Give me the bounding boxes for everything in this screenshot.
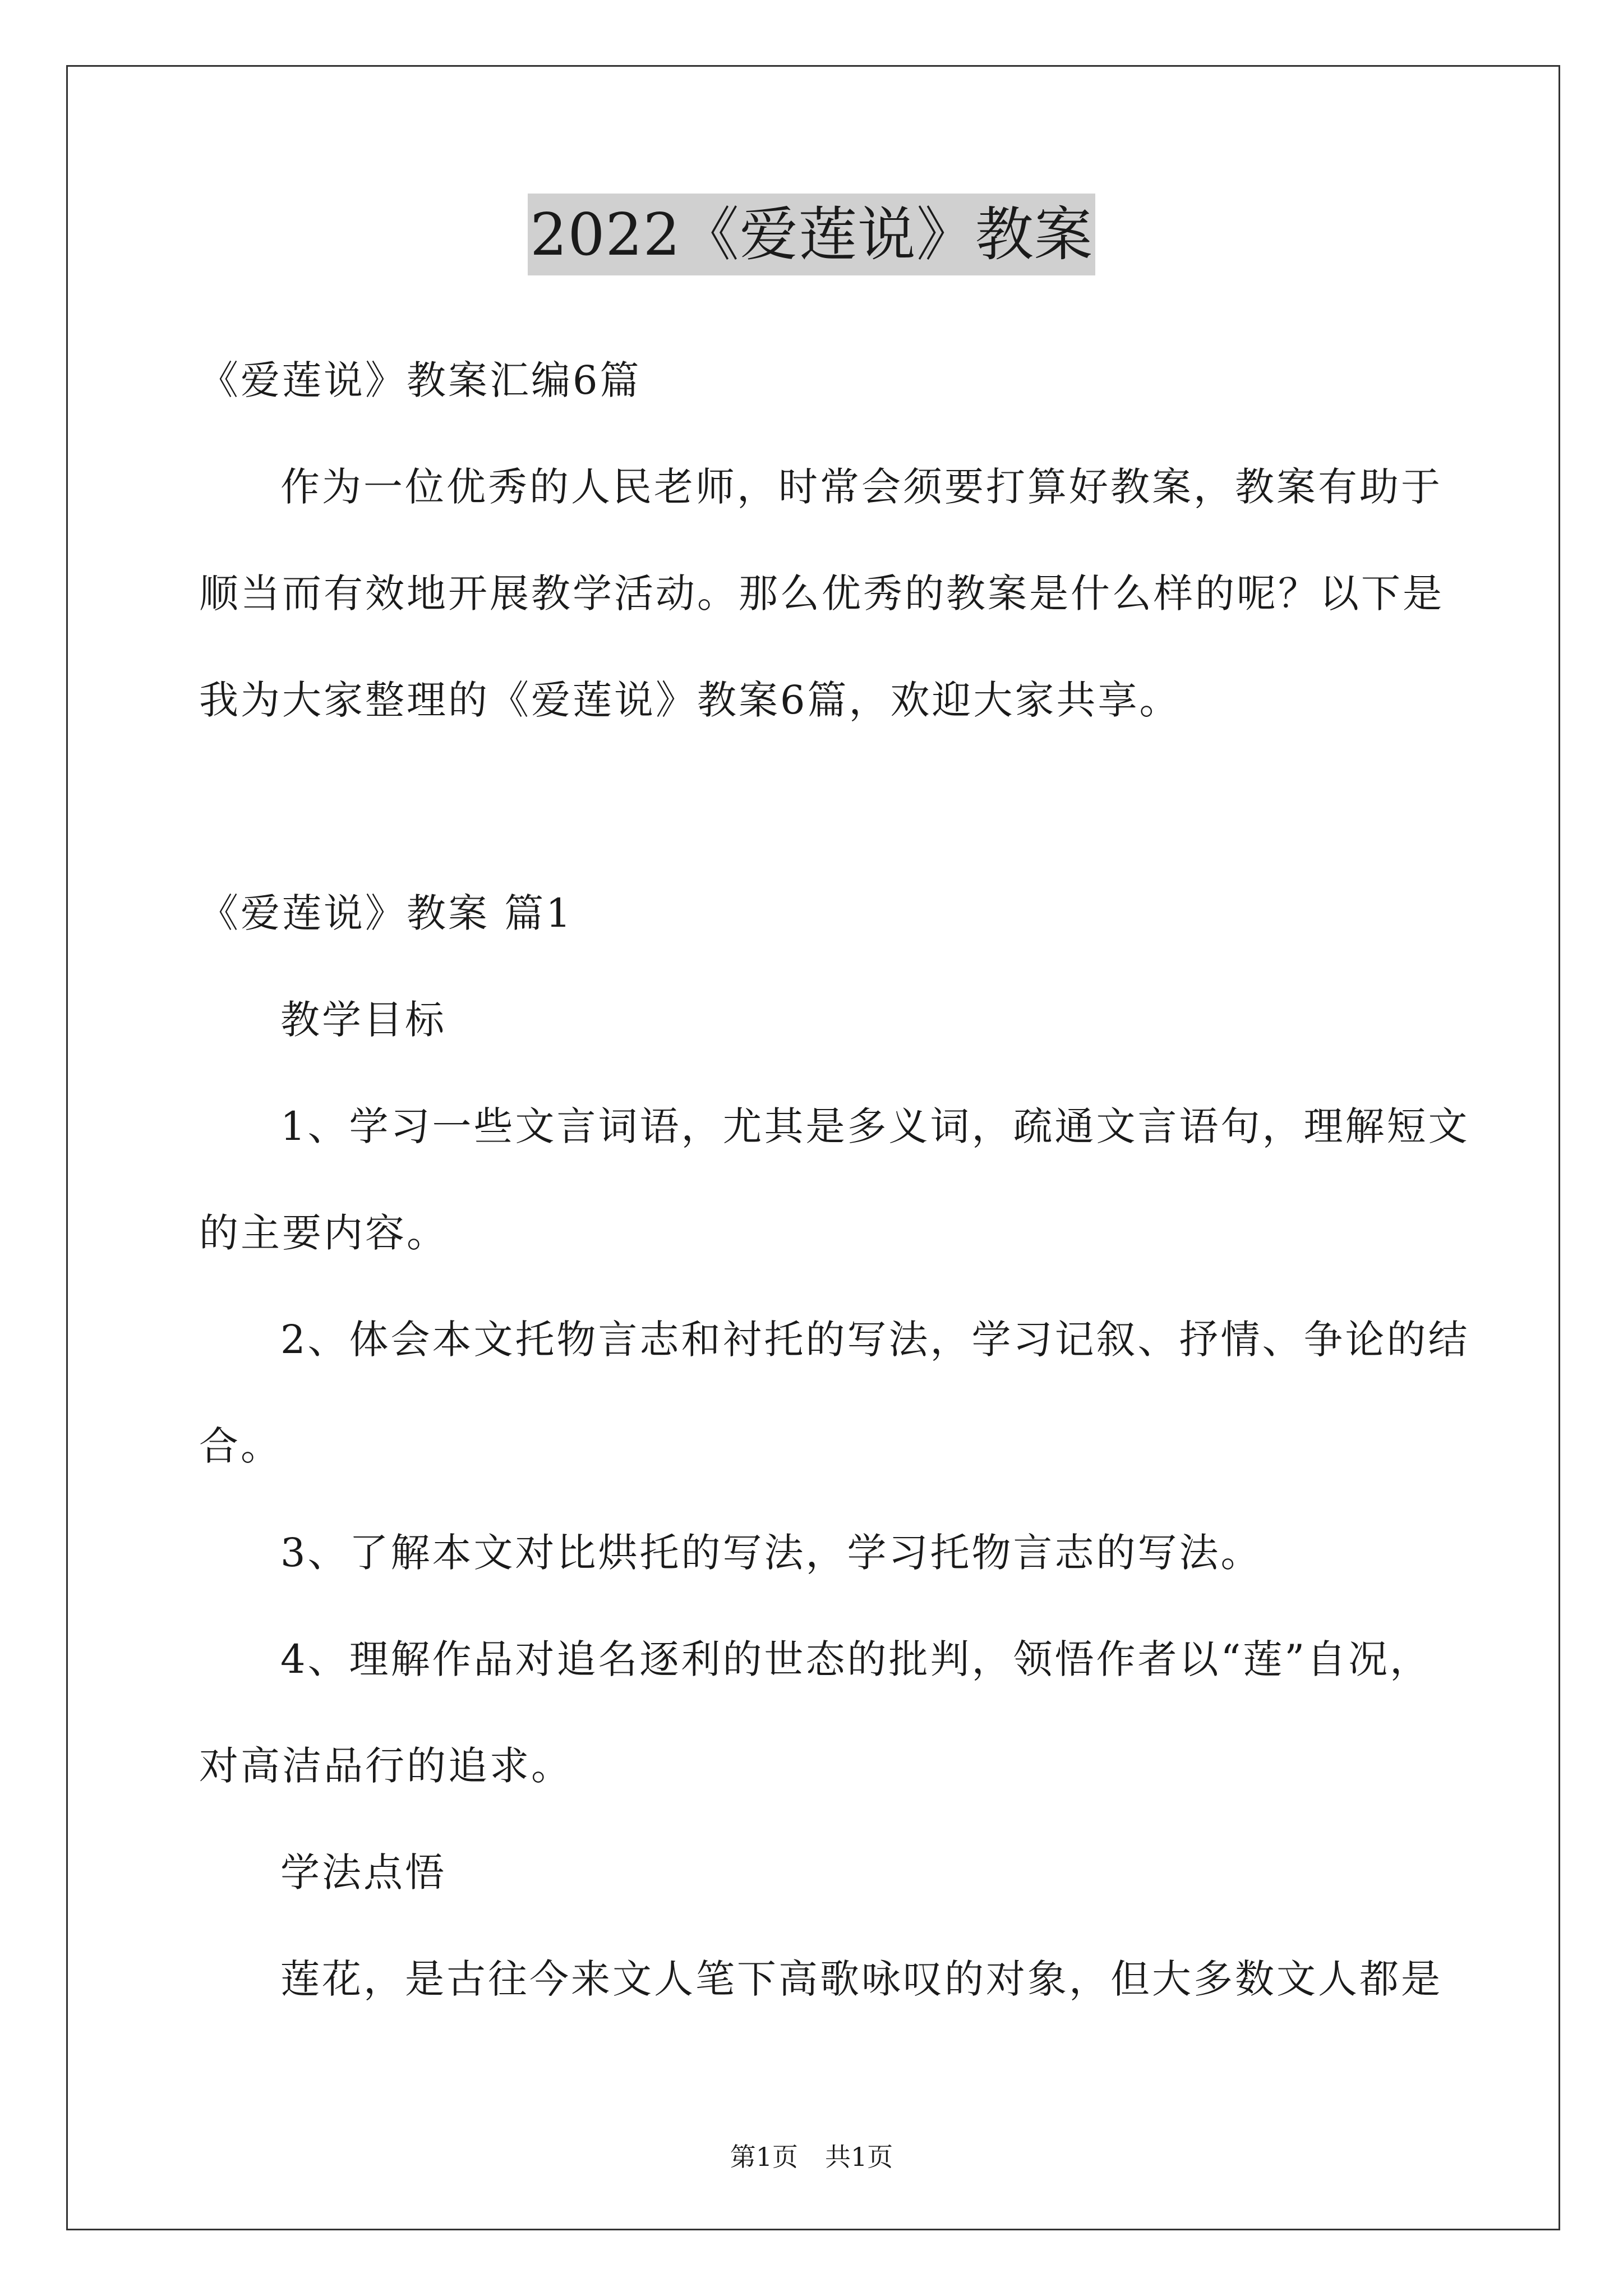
paragraph-line: 顺当而有效地开展教学活动。那么优秀的教案是什么样的呢？以下是: [199, 570, 1444, 616]
page-footer: [0, 2140, 1623, 2174]
paragraph-line: 对高洁品行的追求。: [199, 1743, 573, 1789]
subheading-line: 教学目标: [280, 997, 446, 1043]
paragraph-line: 2、体会本文托物言志和衬托的写法，学习记叙、抒情、争论的结: [280, 1317, 1470, 1363]
paragraph-line: 莲花，是古往今来文人笔下高歌咏叹的对象，但大多数文人都是: [280, 1956, 1442, 2002]
paragraph-line: 作为一位优秀的人民老师，时常会须要打算好教案，教案有助于: [280, 464, 1442, 510]
paragraph-line: 合。: [199, 1423, 282, 1469]
page-total: 共1页: [825, 2142, 893, 2172]
paragraph-line: 3、了解本文对比烘托的写法，学习托物言志的写法。: [280, 1530, 1262, 1576]
page-number: 第1页: [730, 2142, 798, 2172]
subtitle-line: 《爱莲说》教案汇编6篇: [199, 357, 642, 403]
paragraph-line: 1、学习一些文言词语，尤其是多义词，疏通文言语句，理解短文: [280, 1103, 1470, 1149]
title-container: [0, 194, 1623, 275]
paragraph-line: 我为大家整理的《爱莲说》教案6篇，欢迎大家共享。: [199, 677, 1181, 723]
subheading-line: 学法点悟: [280, 1849, 446, 1895]
document-title: 2022《爱莲说》教案: [528, 194, 1095, 275]
section-heading: 《爱莲说》教案 篇1: [199, 890, 573, 936]
paragraph-line: 4、理解作品对追名逐利的世态的批判，领悟作者以“莲”自况，: [280, 1636, 1432, 1682]
paragraph-line: 的主要内容。: [199, 1210, 448, 1256]
